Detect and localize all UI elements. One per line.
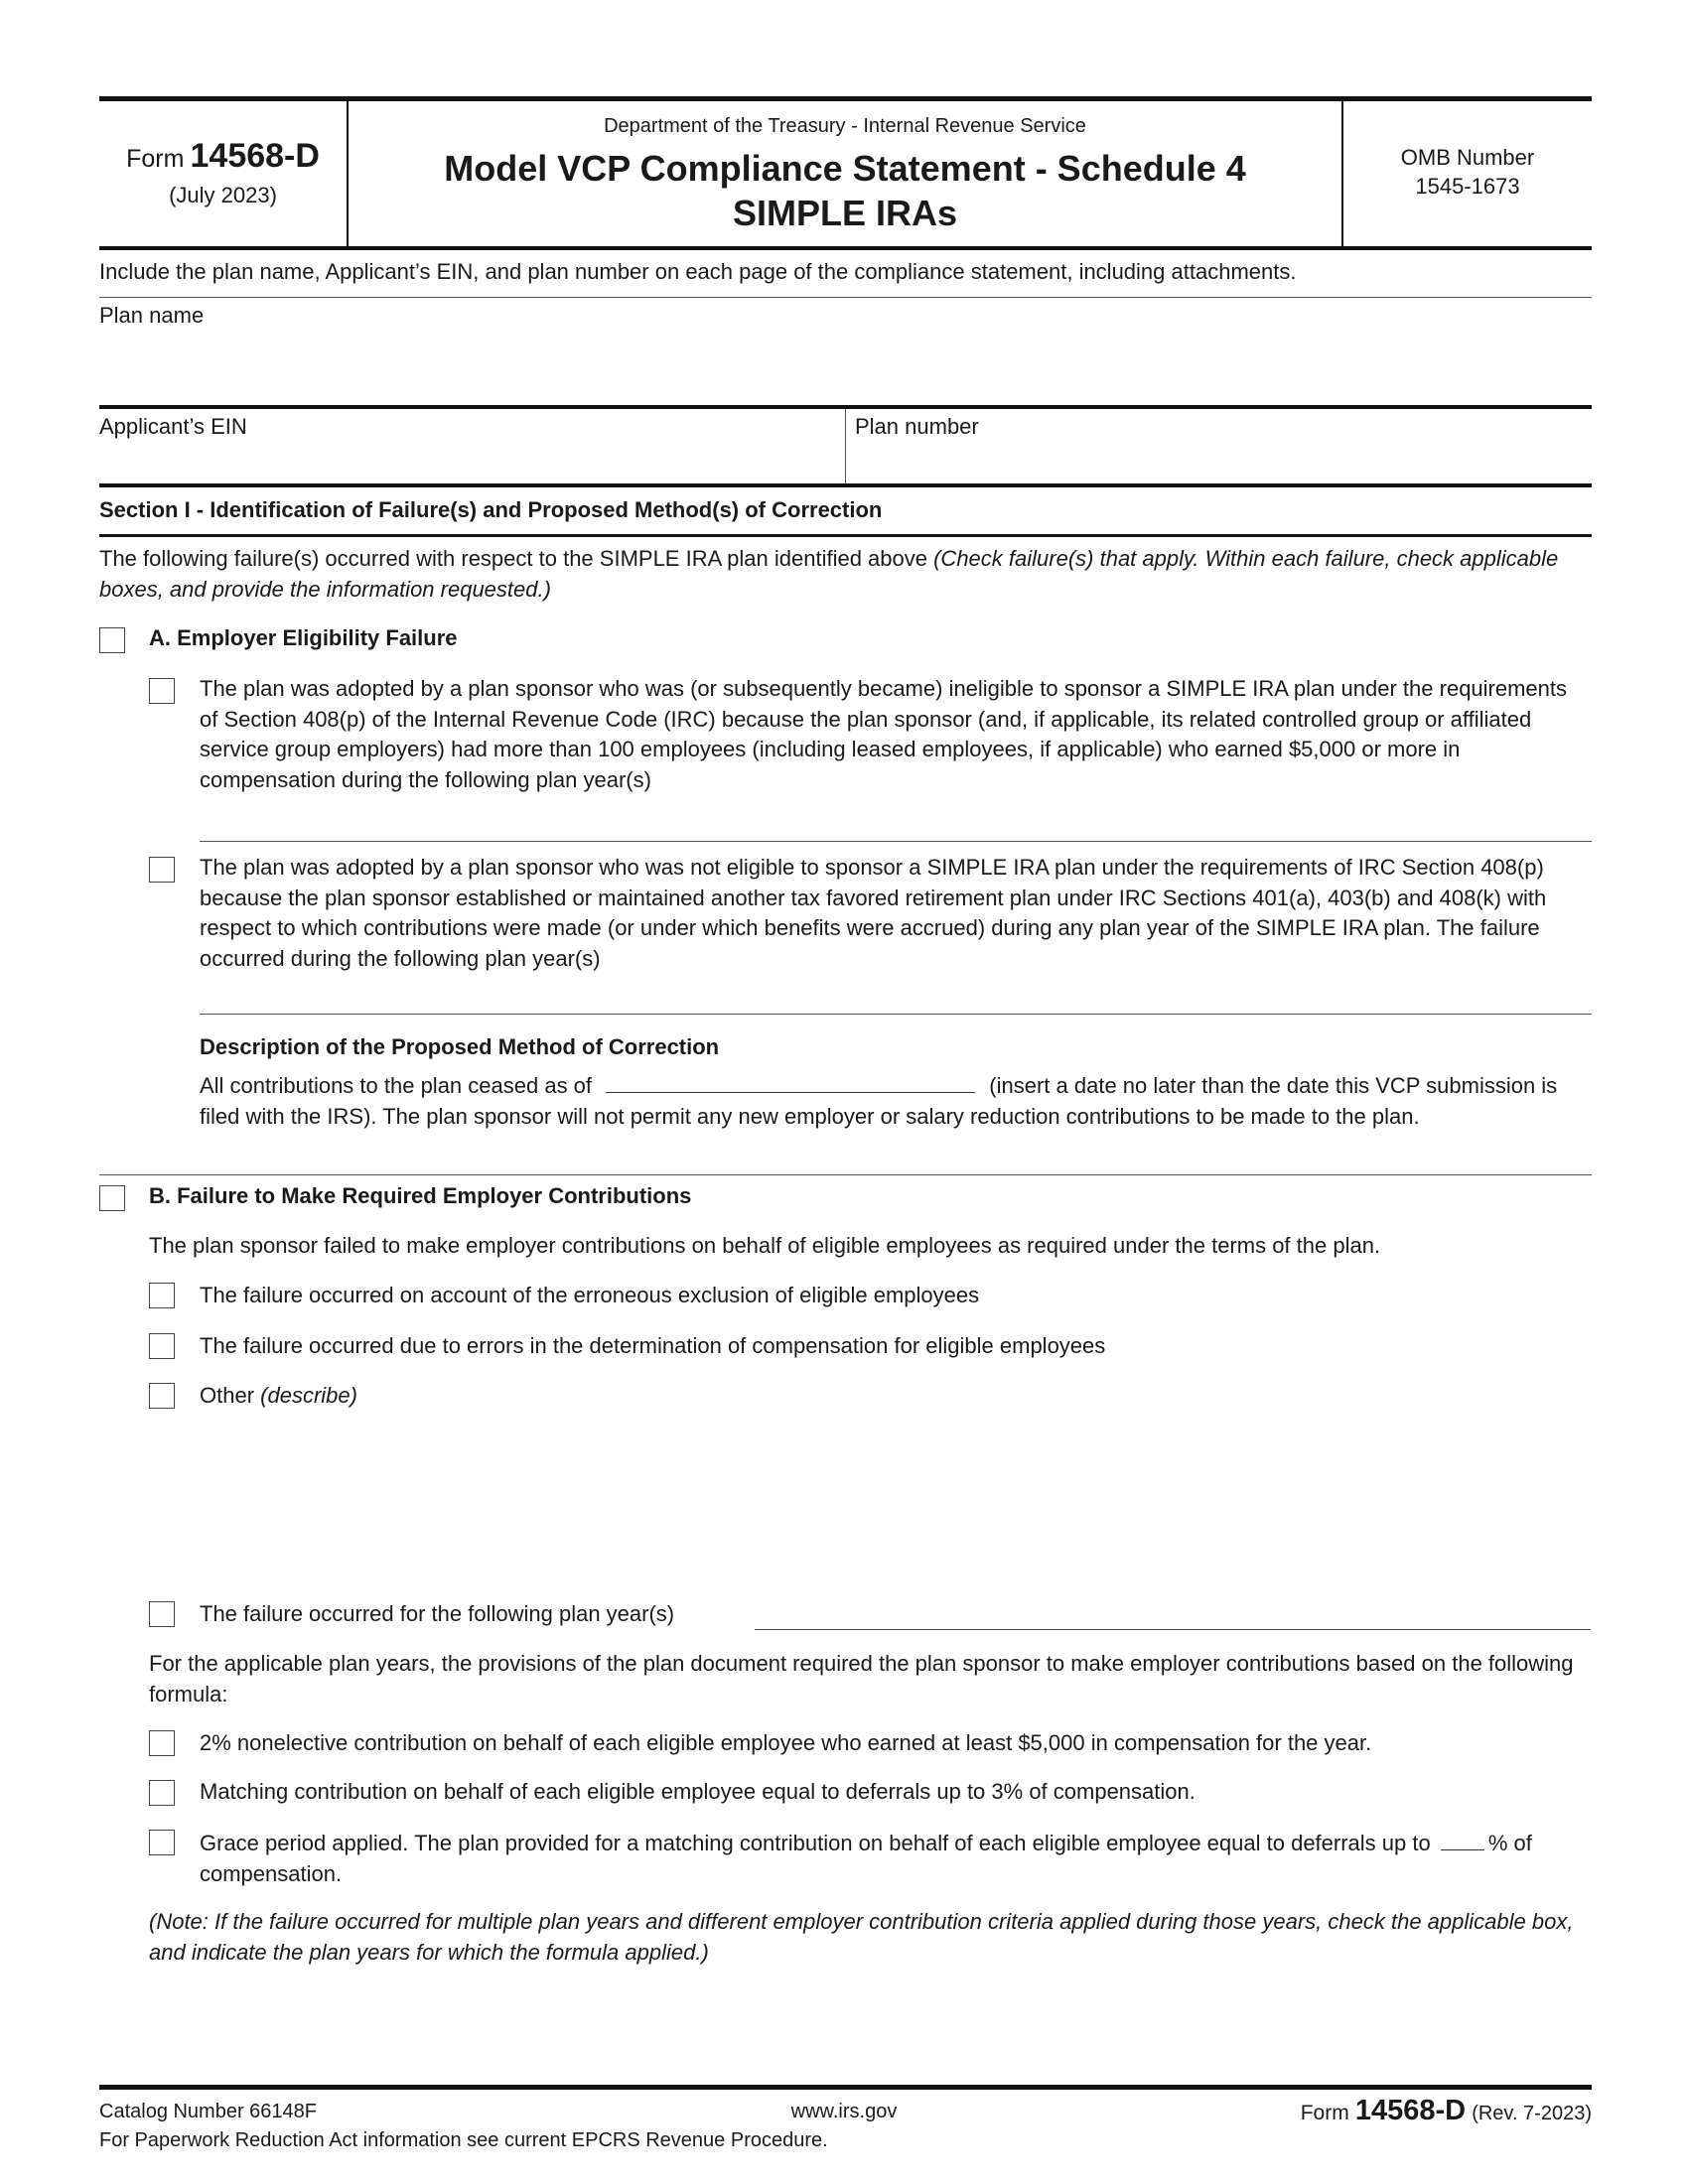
grace-period-text (200, 1828, 1590, 1889)
formula-option-1-checkbox[interactable] (149, 1730, 175, 1756)
section-title: Section I - Identification of Failure(s) and Proposed Method(s) of Correction (99, 497, 883, 522)
grace-period-checkbox[interactable] (149, 1830, 175, 1855)
failure-a-option-1-years-line[interactable] (200, 841, 1592, 842)
other-description-area[interactable] (200, 1415, 1590, 1593)
formula-option-1-text: 2% nonelective contribution on behalf of each eligible employee who earned at least $5,000 in compensation for the year. (200, 1730, 1372, 1755)
footer-revision: (Rev. 7-2023) (1472, 2103, 1592, 2124)
header-bottom-rule (99, 246, 1592, 250)
instructions: Include the plan name, Applicant’s EIN, and plan number on each page of the compliance statement, including attachments. (99, 259, 1297, 284)
ein-field[interactable] (99, 409, 844, 483)
failure-a-bottom-rule (99, 1174, 1592, 1175)
formula-option-2-text: Matching contribution on behalf of each eligible employee equal to deferrals up to 3% of compensation. (200, 1779, 1196, 1804)
section-rule (99, 534, 1592, 537)
footer-form-id (1301, 2096, 1592, 2128)
fields-bottom-rule (99, 483, 1592, 487)
cease-date-input[interactable] (606, 1070, 975, 1093)
failure-a-option-1-checkbox[interactable] (149, 678, 175, 704)
paperwork-notice: For Paperwork Reduction Act information see current EPCRS Revenue Procedure. (99, 2129, 828, 2151)
failure-a-option-2-years-line[interactable] (200, 1014, 1592, 1015)
failure-a-checkbox[interactable] (99, 627, 125, 653)
plan-name-label: Plan name (99, 303, 205, 328)
failure-a-option-2-checkbox[interactable] (149, 857, 175, 883)
failure-b-option-2-checkbox[interactable] (149, 1333, 175, 1359)
formula-option-2-checkbox[interactable] (149, 1780, 175, 1806)
form-title: Model VCP Compliance Statement - Schedule 4 (444, 148, 1246, 189)
form-date: (July 2023) (169, 183, 277, 207)
form-prefix: Form (126, 145, 185, 173)
failure-b-other (200, 1381, 357, 1411)
correction-pre: All contributions to the plan ceased as of (200, 1073, 593, 1098)
failure-a-label: A. Employer Eligibility Failure (149, 625, 458, 650)
form-id (99, 137, 347, 176)
failure-a-option-2-text: The plan was adopted by a plan sponsor who was not eligible to sponsor a SIMPLE IRA plan under the requirements of IRC Section 408(p) because the plan sponsor established or maintained another tax favored retirement plan under IRC Sections 401(a), 403(b) and 408(k) with respect to which contributions were made (or under which benefits were accrued) during any plan year of the SIMPLE IRA plan. The failure occurred during the following plan year(s) (200, 855, 1547, 971)
section-intro-text: The following failure(s) occurred with respect to the SIMPLE IRA plan identified above (99, 546, 927, 571)
catalog-number: Catalog Number 66148F (99, 2101, 318, 2122)
failure-b-option-1-text: The failure occurred on account of the erroneous exclusion of eligible employees (200, 1283, 980, 1307)
agency: Department of the Treasury - Internal Revenue Service (604, 115, 1086, 137)
failure-b-intro: The plan sponsor failed to make employer contributions on behalf of eligible employees as required under the terms of the plan. (149, 1233, 1381, 1258)
other-label: Other (200, 1383, 255, 1408)
plan-years-input[interactable] (755, 1629, 1591, 1630)
other-hint: (describe) (260, 1383, 357, 1408)
correction-title: Description of the Proposed Method of Correction (200, 1034, 720, 1059)
failure-b-other-checkbox[interactable] (149, 1383, 175, 1409)
footer-rule (99, 2085, 1592, 2090)
grace-post: % of compensation. (200, 1831, 1532, 1886)
section-intro-italic: (Check failure(s) that apply. Within each failure, check applicable boxes, and provide the information requested.) (99, 546, 1559, 602)
omb-number: 1545-1673 (1415, 174, 1520, 199)
grace-percent-input[interactable] (1441, 1828, 1484, 1850)
plan-years-label: The failure occurred for the following plan year(s) (200, 1601, 675, 1626)
failure-b-option-1-checkbox[interactable] (149, 1283, 175, 1308)
plan-number-label: Plan number (855, 414, 979, 439)
header-top-rule (99, 96, 1592, 101)
ein-label: Applicant’s EIN (99, 414, 247, 439)
failure-b-label: B. Failure to Make Required Employer Contributions (149, 1183, 692, 1208)
website[interactable]: www.irs.gov (790, 2101, 898, 2122)
note: (Note: If the failure occurred for multiple plan years and different employer contribution criteria applied during those years, check the applicable box, and indicate the plan years for which the formula applied.) (149, 1909, 1574, 1965)
correction-post: (insert a date no later than the date this VCP submission is filed with the IRS). The plan sponsor will not permit any new employer or salary reduction contributions to be made to the plan. (200, 1073, 1558, 1129)
plan-years-checkbox[interactable] (149, 1601, 175, 1627)
correction-text (200, 1070, 1590, 1132)
form-number: 14568-D (190, 137, 320, 175)
omb-label: OMB Number (1400, 145, 1535, 170)
grace-pre: Grace period applied. The plan provided for a matching contribution on behalf of each eligible employee equal to deferrals up to (200, 1831, 1431, 1855)
formula-intro: For the applicable plan years, the provisions of the plan document required the plan sponsor to make employer contributions based on the following formula: (149, 1651, 1574, 1706)
plan-number-field[interactable] (846, 409, 1592, 483)
plan-name-field[interactable] (99, 298, 1592, 405)
section-intro (99, 544, 1599, 605)
footer-form-number: 14568-D (1354, 2095, 1467, 2126)
failure-a-option-1-text: The plan was adopted by a plan sponsor who was (or subsequently became) ineligible to sponsor a SIMPLE IRA plan under the requirements of Section 408(p) of the Internal Revenue Code (IRC) because the plan sponsor (and, if applicable, its related controlled group or affiliated service group employers) had more than 100 employees (including leased employees, if applicable) who earned $5,000 or more in compensation during the following plan year(s) (200, 676, 1568, 792)
form-subtitle: SIMPLE IRAs (732, 193, 958, 233)
failure-b-option-2-text: The failure occurred due to errors in the determination of compensation for eligible employees (200, 1333, 1106, 1358)
failure-b-checkbox[interactable] (99, 1185, 125, 1211)
footer-form-prefix: Form (1300, 2102, 1349, 2124)
